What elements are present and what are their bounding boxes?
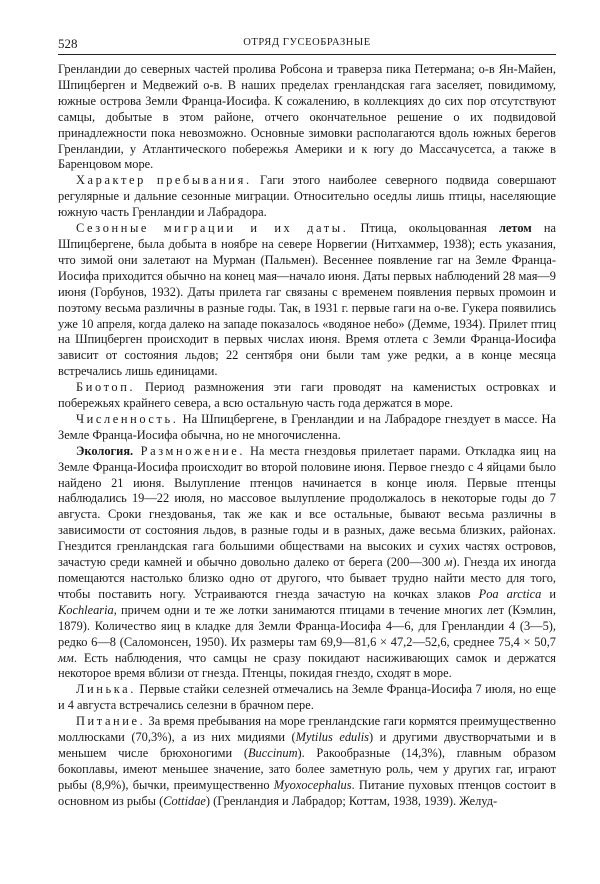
bold-word: летом xyxy=(498,221,532,236)
body-text xyxy=(58,62,556,810)
latin-name: Myoxocephalus xyxy=(273,777,352,792)
paragraph-biotope xyxy=(58,380,556,412)
page-number: 528 xyxy=(58,36,78,51)
paragraph-migrations xyxy=(58,221,556,380)
section-heading: Характер пребывания. xyxy=(76,173,252,188)
paragraph-text: и xyxy=(541,586,557,601)
section-heading: Размножение. xyxy=(133,443,246,458)
section-heading: Питание. xyxy=(76,714,146,729)
paragraph-abundance xyxy=(58,412,556,444)
paragraph-text: На Шпицбергене, в Гренландии и на Лабрадоре гнездует в массе. На Земле Франца-Иосифа обычна, но не многочисленна. xyxy=(58,411,556,442)
paragraph-feeding xyxy=(58,714,556,809)
latin-name: Kochlearia xyxy=(58,602,114,617)
section-heading-bold: Экология. xyxy=(76,443,134,458)
paragraph-text: На места гнездовья прилетает парами. Откладка яиц на Земле Франца-Иосифа происходит во второй половине июня. Первое гнездо с 4 яйцами было найдено 21 июня. Вылупление птенцов начинается в конце июля. Первые птенцы наблюдались 19—22 июля, но массовое вылупление продолжалось в некоторые годы до 7 августа. Сроки гнездованья, так же как и все остальные, бывают весьма различны в зависимости от состояния льдов, в разные годы и в разных, даже весьма близких, районах. Гнездится гренландская гага большими обществами на высоких и сухих частях островов, зачастую среди камней и обычно довольно далеко от берега (200—300 xyxy=(58,443,556,570)
latin-name: Mytilus edulis xyxy=(295,730,369,745)
section-heading: Линька. xyxy=(76,682,136,697)
latin-name: Cottidae xyxy=(163,793,206,808)
section-heading: Биотоп. xyxy=(76,380,136,395)
page-header xyxy=(58,36,556,55)
paragraph-text: ) (Гренландия и Лабрадор; Коттам, 1938, 1939). Желуд- xyxy=(205,793,498,808)
latin-name: Poa arctica xyxy=(478,586,542,601)
running-title: ОТРЯД ГУСЕОБРАЗНЫЕ xyxy=(243,37,371,48)
unit-label: мм xyxy=(58,650,74,665)
paragraph-text: Птица, окольцованная xyxy=(348,221,499,236)
paragraph-text: , причем одни и те же лотки занимаются птицами в течение многих лет (Кэмлин, 1879). Количество яиц в кладке для Земли Франца-Иосифа 4—6, для Гренландии 4 (3—5), редко 6—8 (Саломонсен, 1950). Их размеры там 69,9—81,6 × 47,2—52,6, среднее 75,4 × 50,7 xyxy=(58,602,556,649)
paragraph-text: ). Ракообразные (14,3%), главным образом бокоплавы, имеют меньшее значение, зато более заметную роль, чем у других гаг, играют рыбы (8,9%), бычки, преимущественно xyxy=(58,745,556,792)
paragraph-text: . Питание пуховых птенцов состоит в основном из рыбы ( xyxy=(58,777,556,808)
paragraph-text: на Шпицбергене, была добыта в ноябре на севере Норвегии (Нитхаммер, 1938); есть указания, что зимой они залетают на Мурман (Пальмен). Весеннее появление гаг на Земле Франца-Иосифа приходится обычно на конец мая—начало июня. Даты первых наблюдений 28 мая—9 июня (Горбунов, 1932). Даты прилета гаг связаны с временем появления первых промоин и поэтому весьма различны в разные годы. Так, в 1931 г. первые гаги на о-ве. Гукера появились уже 10 апреля, когда далеко на западе показалось «водяное небо» (Демме, 1934). Прилет птиц на Шпицберген происходит в первых числах июня. Время отлета с Земли Франца-Иосифа зависит от состояния льдов; 22 сентября они были там уже редки, а в конце месяца встречались лишь единицами. xyxy=(58,221,556,379)
paragraph-text: . Есть наблюдения, что самцы не сразу покидают насиживающих самок и держатся некоторое время вблизи от гнезда. Птенцы, покидая гнездо, сходят в море. xyxy=(58,650,556,681)
paragraph-ecology xyxy=(58,444,556,683)
unit-label: м xyxy=(444,555,453,570)
paragraph-text: Гаги этого наиболее северного подвида совершают регулярные и дальние сезонные миграции. Относительно оседлы лишь птицы, населяющие южную часть Гренландии и Лабрадора. xyxy=(58,173,556,220)
paragraph-text: ) и другими двустворчатыми и в меньшем числе брюхоногими ( xyxy=(58,730,556,760)
paragraph-text: Первые стайки селезней отмечались на Земле Франца-Иосифа 7 июля, но еще и 4 августа встречались селезни в брачном пере. xyxy=(58,682,556,713)
latin-name: Buccinum xyxy=(247,745,298,760)
section-heading: Сезонные миграции и их даты. xyxy=(76,221,349,236)
paragraph-moult xyxy=(58,682,556,714)
paragraph-text: Период размножения эти гаги проводят на каменистых островках и побережьях крайнего севера, а всю остальную часть года держатся в море. xyxy=(58,380,556,411)
paragraph-text: ). Гнезда их иногда помещаются настолько близко одно от другого, что бывает трудно найти место для того, чтобы поставить ногу. Устраиваются гнезда зачастую на кочках злаков xyxy=(58,555,556,601)
paragraph-text: Гренландии до северных частей пролива Робсона и траверза пика Петермана; о-в Ян-Майен, Шпицберген и Медвежий о-в. В наших пределах гренландская гага заселяет, повидимому, южные острова Земли Франца-Иосифа. К сожалению, в коллекциях до сих пор отсутствуют самцы, добытые в этом районе, отчего окончательное решение о их подвидовой принадлежности пока невозможно. Основные зимовки располагаются вдоль южных берегов Гренландии, у Атлантического побережья Америки и к югу до Массачусетса, а также в Баренцовом море. xyxy=(58,62,556,172)
paragraph-residence xyxy=(58,173,556,221)
section-heading: Численность. xyxy=(76,411,179,426)
paragraph-text: За время пребывания на море гренландские гаги кормятся преимущественно моллюсками (70,3%), а из них мидиями ( xyxy=(58,714,556,745)
paragraph-distribution xyxy=(58,62,556,173)
